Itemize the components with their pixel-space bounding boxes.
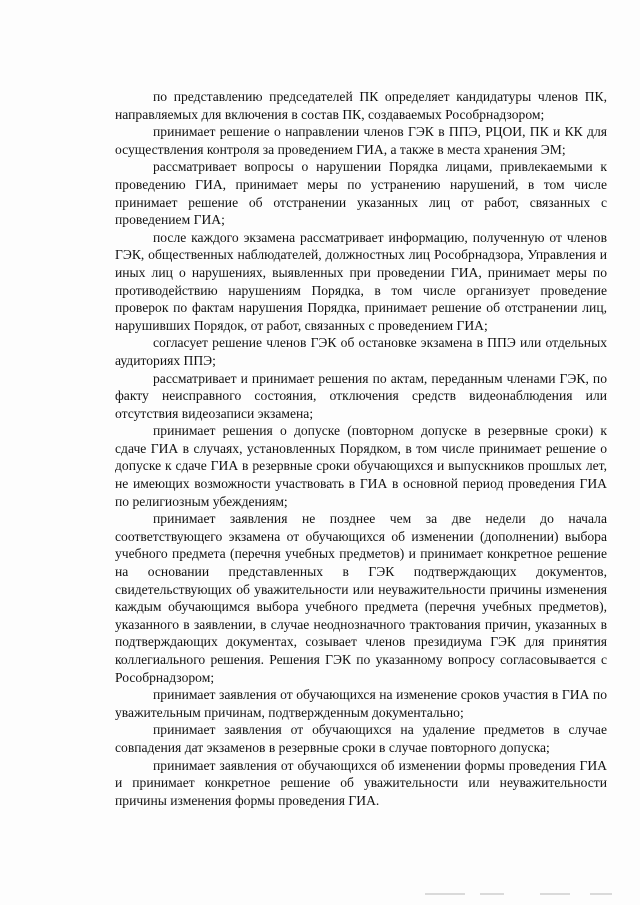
- scan-artifact: [540, 893, 570, 895]
- paragraph: принимает заявления от обучающихся об изменении формы проведения ГИА и принимает конкретное решение об уважительности или неуважительности причины изменения формы проведения ГИА.: [115, 757, 607, 808]
- paragraph: принимает заявления от обучающихся на изменение сроков участия в ГИА по уважительным причинам, подтвержденным документально;: [115, 687, 607, 720]
- paragraph: по представлению председателей ПК определяет кандидатуры членов ПК, направляемых для включения в состав ПК, создаваемых Рособрнадзором;: [115, 89, 607, 122]
- paragraph: после каждого экзамена рассматривает информацию, полученную от членов ГЭК, общественных наблюдателей, должностных лиц Рособрнадзора, Управления и иных лиц о нарушениях, выявленных при проведении ГИА, принимает меры по противодействию нарушениям Порядка, в том числе организует проведение проверок по фактам нарушения Порядка, принимает решение об отстранении лиц, нарушивших Порядок, от работ, связанных с проведением ГИА;: [115, 229, 607, 333]
- scan-artifact: [425, 893, 465, 895]
- paragraph: принимает заявления от обучающихся на удаление предметов в случае совпадения дат экзаменов в резервные сроки в случае повторного допуска;: [115, 722, 607, 755]
- paragraph: принимает решения о допуске (повторном допуске в резервные сроки) к сдаче ГИА в случаях, установленных Порядком, в том числе принимает решение о допуске к сдаче ГИА в резервные сроки обучающихся и выпускников прошлых лет, не имеющих возможности участвовать в ГИА в основной период проведения ГИА по религиозным убеждениям;: [115, 423, 607, 509]
- paragraph: рассматривает и принимает решения по актам, переданным членами ГЭК, по факту неисправного состояния, отключения средств видеонаблюдения или отсутствия видеозаписи экзамена;: [115, 370, 607, 421]
- paragraph: рассматривает вопросы о нарушении Порядка лицами, привлекаемыми к проведению ГИА, принимает меры по устранению нарушений, в том числе принимает решение об отстранении указанных лиц от работ, связанных с проведением ГИА;: [115, 159, 607, 228]
- paragraph: принимает решение о направлении членов ГЭК в ППЭ, РЦОИ, ПК и КК для осуществления контроля за проведением ГИА, а также в места хранения ЭМ;: [115, 124, 607, 157]
- scan-artifact: [590, 893, 612, 895]
- paragraph: принимает заявления не позднее чем за две недели до начала соответствующего экзамена от обучающихся об изменении (дополнении) выбора учебного предмета (перечня учебных предметов) и принимает конкретное решение на основании представленных в ГЭК подтверждающих документов, свидетельствующих об уважительности или неуважительности причины изменения каждым обучающимся выбора учебного предмета (перечня учебных предметов), указанного в заявлении, в случае неоднозначного трактования причин, указанных в подтверждающих документах, созывает членов президиума ГЭК для принятия коллегиального решения. Решения ГЭК по указанному вопросу согласовывается с Рособрнадзором;: [115, 511, 607, 685]
- document-body: [115, 88, 607, 809]
- scan-artifact: [480, 893, 504, 895]
- paragraph: согласует решение членов ГЭК об остановке экзамена в ППЭ или отдельных аудиториях ППЭ;: [115, 335, 607, 368]
